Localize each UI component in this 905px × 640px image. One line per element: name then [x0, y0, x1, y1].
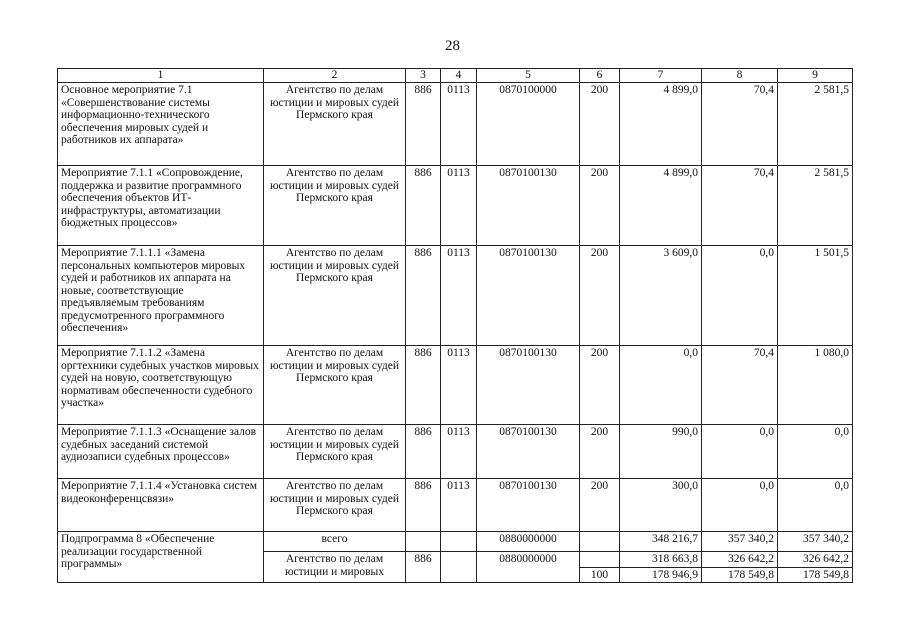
- section-code: [441, 552, 477, 583]
- agency-name: Агентство по делам юстиции и мировых судей Пермского края: [264, 425, 406, 479]
- amount-col7: 4 899,0: [620, 83, 702, 166]
- target-article-code: 0870100130: [477, 346, 580, 425]
- column-header: 2: [264, 69, 406, 83]
- table-row: [58, 425, 853, 479]
- target-article-code: 0870100000: [477, 83, 580, 166]
- total-label: всего: [264, 532, 406, 552]
- amount-col9: 1 080,0: [778, 346, 853, 425]
- target-article-code: 0870100130: [477, 425, 580, 479]
- target-article-code: 0870100130: [477, 246, 580, 346]
- amount-col8: 0,0: [702, 479, 778, 532]
- amount-col8: 70,4: [702, 166, 778, 246]
- expense-type-code: 200: [580, 246, 620, 346]
- expense-type-code: 200: [580, 425, 620, 479]
- measure-description: Мероприятие 7.1.1.2 «Замена оргтехники судебных участков мировых судей на новую, соответствующую нормативам обеспеченности судебного участка»: [58, 346, 264, 425]
- column-header: 7: [620, 69, 702, 83]
- column-header: 8: [702, 69, 778, 83]
- table-row: [58, 479, 853, 532]
- grbs-code: [406, 532, 441, 552]
- section-code: [441, 532, 477, 552]
- amount-col8: 70,4: [702, 83, 778, 166]
- column-header: 3: [406, 69, 441, 83]
- grbs-code: 886: [406, 552, 441, 583]
- amount-col7: 318 663,8: [620, 552, 702, 568]
- grbs-code: 886: [406, 425, 441, 479]
- page-number: 28: [445, 38, 460, 54]
- column-header: 6: [580, 69, 620, 83]
- amount-col9: 326 642,2: [778, 552, 853, 568]
- target-article-code: 0880000000: [477, 552, 580, 583]
- column-header: 9: [778, 69, 853, 83]
- amount-col7: 178 946,9: [620, 567, 702, 583]
- budget-table: [57, 68, 853, 583]
- amount-col9: 357 340,2: [778, 532, 853, 552]
- table-row: [58, 246, 853, 346]
- amount-col8: 0,0: [702, 425, 778, 479]
- expense-type-code: 100: [580, 567, 620, 583]
- measure-description: Мероприятие 7.1.1 «Сопровождение, поддержка и развитие программного обеспечения объектов ИТ-инфраструктуры, автоматизации бюджетных процессов»: [58, 166, 264, 246]
- amount-col7: 0,0: [620, 346, 702, 425]
- amount-col9: 0,0: [778, 479, 853, 532]
- amount-col7: 300,0: [620, 479, 702, 532]
- measure-description: Мероприятие 7.1.1.3 «Оснащение залов судебных заседаний системой аудиозаписи судебных процессов»: [58, 425, 264, 479]
- grbs-code: 886: [406, 246, 441, 346]
- amount-col9: 2 581,5: [778, 83, 853, 166]
- column-number-row: [58, 69, 853, 83]
- column-header: 1: [58, 69, 264, 83]
- grbs-code: 886: [406, 346, 441, 425]
- measure-description: Мероприятие 7.1.1.4 «Установка систем видеоконференцсвязи»: [58, 479, 264, 532]
- grbs-code: 886: [406, 83, 441, 166]
- amount-col8: 70,4: [702, 346, 778, 425]
- section-code: 0113: [441, 83, 477, 166]
- subprogram-description: Подпрограмма 8 «Обеспечение реализации государственной программы»: [58, 532, 264, 583]
- amount-col8: 326 642,2: [702, 552, 778, 568]
- amount-col8: 0,0: [702, 246, 778, 346]
- agency-name: Агентство по делам юстиции и мировых судей Пермского края: [264, 166, 406, 246]
- expense-type-code: [580, 532, 620, 552]
- section-code: 0113: [441, 346, 477, 425]
- measure-description: Мероприятие 7.1.1.1 «Замена персональных компьютеров мировых судей и работников их аппарата на новые, соответствующие предъявляемым требованиям предусмотренного программного обеспечения»: [58, 246, 264, 346]
- section-code: 0113: [441, 166, 477, 246]
- amount-col8: 357 340,2: [702, 532, 778, 552]
- amount-col9: 0,0: [778, 425, 853, 479]
- expense-type-code: 200: [580, 346, 620, 425]
- subprogram-total-row: [58, 532, 853, 552]
- amount-col9: 178 549,8: [778, 567, 853, 583]
- amount-col7: 4 899,0: [620, 166, 702, 246]
- target-article-code: 0880000000: [477, 532, 580, 552]
- agency-name: Агентство по делам юстиции и мировых судей Пермского края: [264, 346, 406, 425]
- table-row: [58, 346, 853, 425]
- section-code: 0113: [441, 479, 477, 532]
- expense-type-code: 200: [580, 83, 620, 166]
- agency-name: Агентство по делам юстиции и мировых судей Пермского края: [264, 83, 406, 166]
- amount-col7: 3 609,0: [620, 246, 702, 346]
- table-row: [58, 166, 853, 246]
- expense-type-code: 200: [580, 166, 620, 246]
- target-article-code: 0870100130: [477, 166, 580, 246]
- expense-type-code: [580, 552, 620, 568]
- agency-name: Агентство по делам юстиции и мировых судей Пермского края: [264, 479, 406, 532]
- expense-type-code: 200: [580, 479, 620, 532]
- column-header: 5: [477, 69, 580, 83]
- amount-col8: 178 549,8: [702, 567, 778, 583]
- amount-col7: 348 216,7: [620, 532, 702, 552]
- amount-col9: 2 581,5: [778, 166, 853, 246]
- amount-col7: 990,0: [620, 425, 702, 479]
- grbs-code: 886: [406, 166, 441, 246]
- agency-name: Агентство по делам юстиции и мировых судей Пермского края: [264, 246, 406, 346]
- section-code: 0113: [441, 425, 477, 479]
- grbs-code: 886: [406, 479, 441, 532]
- target-article-code: 0870100130: [477, 479, 580, 532]
- measure-description: Основное мероприятие 7.1 «Совершенствование системы информационно-технического обеспечения мировых судей и работников их аппарата»: [58, 83, 264, 166]
- table-row: [58, 83, 853, 166]
- amount-col9: 1 501,5: [778, 246, 853, 346]
- column-header: 4: [441, 69, 477, 83]
- agency-name: Агентство по делам юстиции и мировых: [264, 552, 406, 583]
- section-code: 0113: [441, 246, 477, 346]
